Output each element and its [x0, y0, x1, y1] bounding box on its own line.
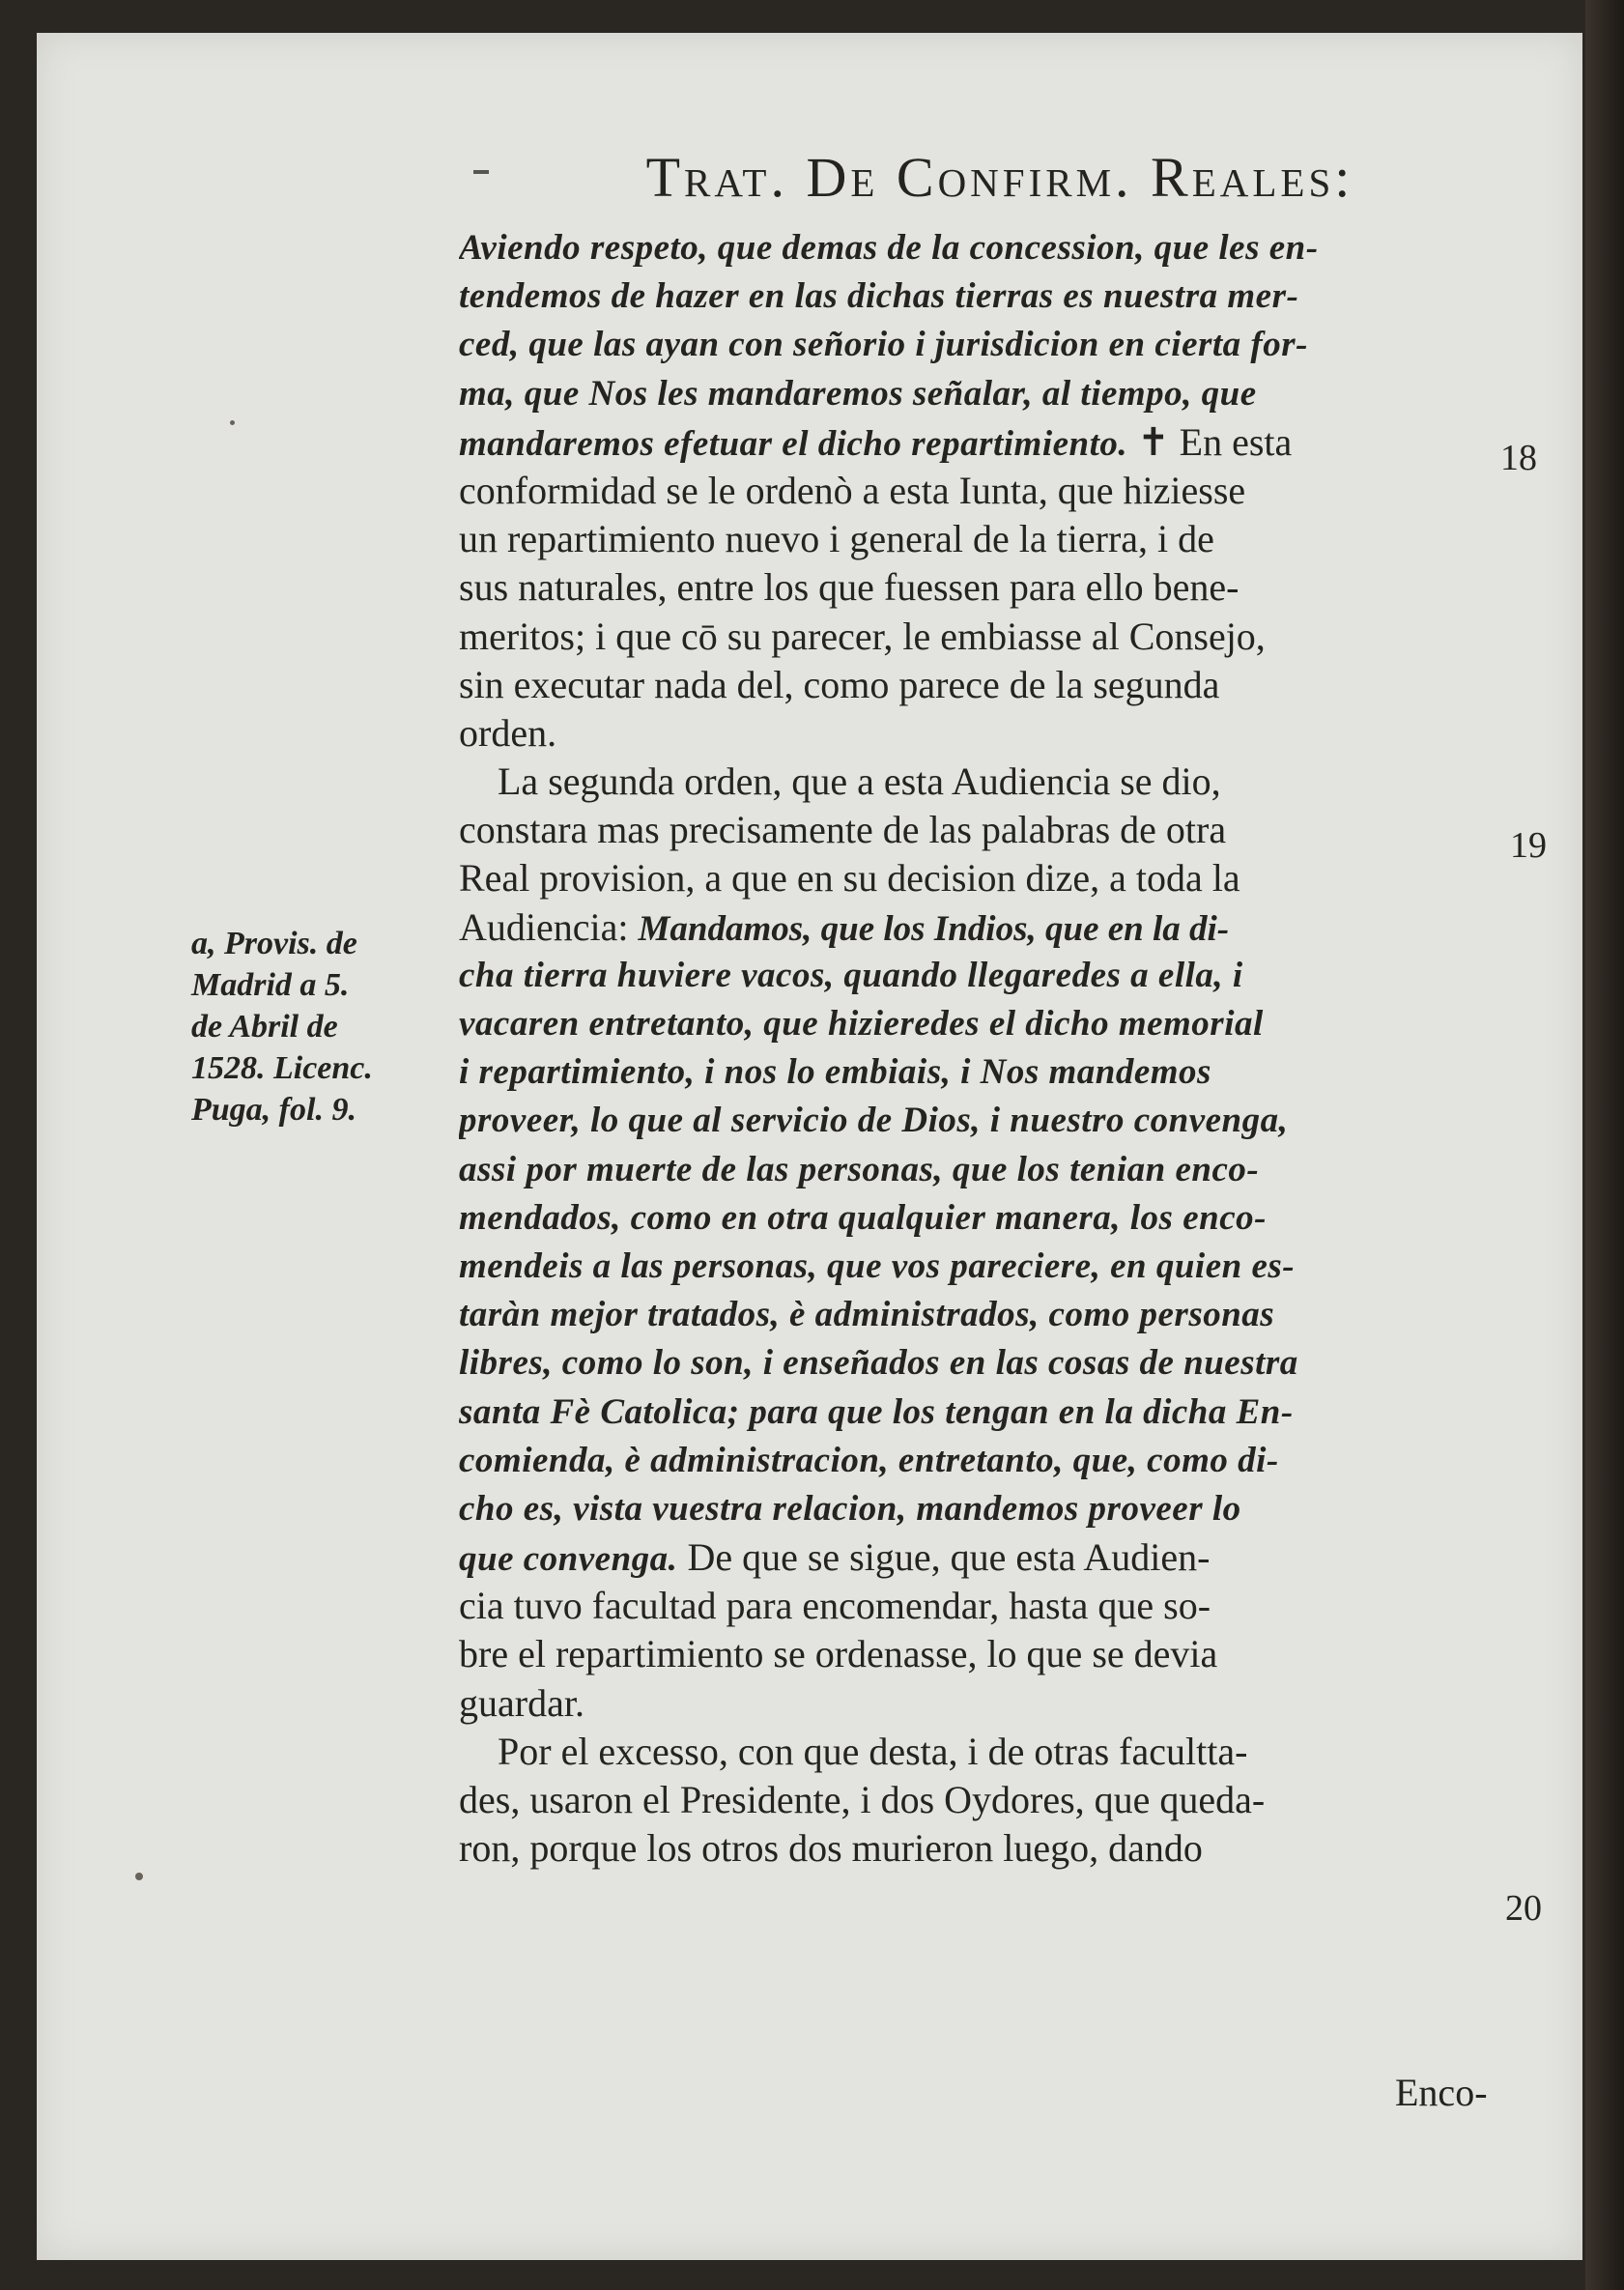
text-line — [459, 1097, 1522, 1145]
page-edge-shadow — [1585, 0, 1624, 2290]
text-line-main: guardar. — [459, 1680, 584, 1725]
ink-spot — [230, 420, 235, 425]
margin-note-line: de Abril de — [191, 1009, 338, 1045]
text-line-roman-part: ✝ En esta — [1127, 419, 1293, 464]
text-line-main: meritos; i que cō su parecer, le embiasse al Consejo, — [459, 614, 1266, 658]
text-line-main: La segunda orden, que a esta Audiencia se dio, — [498, 759, 1221, 804]
text-line-main: des, usaron el Presidente, i dos Oydores, que queda- — [459, 1778, 1266, 1821]
text-line — [459, 952, 1522, 1000]
text-line-main: vacaren entretanto, que hizieredes el dicho memorial — [459, 1004, 1264, 1044]
text-line-main: orden. — [459, 710, 557, 755]
text-line-main: Por el excesso, con que desta, i de otras facultta- — [498, 1729, 1248, 1773]
text-line-main: ron, porque los otros dos murieron luego, dando — [459, 1826, 1203, 1871]
text-line-main: comienda, è administracion, entretanto, que, como di- — [459, 1440, 1279, 1480]
text-line-main: mendeis a las personas, que vos pareciere, en quien es- — [459, 1245, 1296, 1286]
text-line — [459, 1291, 1522, 1339]
text-line — [459, 854, 1522, 902]
text-line-main: conformidad se le ordenò a esta Iunta, que hiziesse — [459, 468, 1246, 512]
text-line-main: ma, que Nos les mandaremos señalar, al tiempo, que — [459, 373, 1257, 414]
text-line — [459, 1339, 1522, 1388]
text-line — [459, 418, 1522, 467]
text-line-main: tendemos de hazer en las dichas tierras es nuestra mer- — [459, 276, 1299, 317]
text-line-main: cha tierra huviere vacos, quando llegaredes a ella, i — [459, 955, 1243, 995]
text-line — [459, 1437, 1522, 1485]
text-line — [459, 1048, 1522, 1097]
text-line-main: i repartimiento, i nos lo embiais, i Nos mandemos — [459, 1052, 1211, 1093]
text-line — [459, 515, 1522, 563]
text-line-main: cho es, vista vuestra relacion, mandemos proveer lo — [459, 1488, 1241, 1529]
text-line-main: sin executar nada del, como parece de la segunda — [459, 662, 1220, 706]
text-line-roman-part: De que se sigue, que esta Audien- — [677, 1535, 1211, 1580]
text-line-main: que convenga. — [459, 1539, 678, 1580]
text-line-main: libres, como lo son, i enseñados en las cosas de nuestra — [459, 1343, 1298, 1384]
text-line — [459, 661, 1522, 709]
body-text — [459, 224, 1522, 1873]
text-line — [459, 370, 1522, 418]
text-line-main: un repartimiento nuevo i general de la tierra, i de — [459, 517, 1214, 561]
text-line-main: sus naturales, entre los que fuessen para ello bene- — [459, 565, 1239, 610]
text-line-main: mendados, como en otra qualquier manera, los enco- — [459, 1197, 1267, 1238]
text-line — [459, 1824, 1522, 1873]
text-line-main: Aviendo respeto, que demas de la concession, que les en- — [459, 228, 1319, 268]
text-line-main: santa Fè Catolica; para que los tengan en la dicha En- — [459, 1391, 1294, 1432]
text-line-main: constara mas precisamente de las palabras de otra — [459, 808, 1227, 852]
text-line-italic-part: Mandamos, que los Indios, que en la di- — [638, 908, 1230, 949]
catchword: Enco- — [1395, 2071, 1488, 2114]
text-line — [459, 1679, 1522, 1728]
margin-note-line: Puga, fol. 9. — [191, 1092, 356, 1128]
text-line — [459, 1582, 1522, 1630]
text-line-main: ced, que las ayan con señorio i jurisdicion en cierta for- — [459, 325, 1308, 365]
running-header: Trat. De Confirm. Reales: — [645, 146, 1354, 209]
text-line — [459, 1728, 1522, 1776]
text-line-main: bre el repartimiento se ordenasse, lo que se devia — [459, 1632, 1218, 1676]
header-dash — [473, 170, 489, 174]
paragraph-number-20: 20 — [1505, 1888, 1542, 1929]
text-line — [459, 903, 1522, 952]
text-line — [459, 709, 1522, 758]
text-line-main: Real provision, a que en su decision dize, a toda la — [459, 856, 1240, 901]
text-line — [459, 1194, 1522, 1243]
text-line — [459, 758, 1522, 806]
text-line — [459, 1776, 1522, 1824]
margin-note-line: 1528. Licenc. — [191, 1050, 373, 1086]
margin-note-line: a, Provis. de — [191, 926, 357, 961]
text-line — [459, 563, 1522, 612]
ink-spot — [135, 1873, 143, 1880]
text-line-main: Audiencia: — [459, 904, 639, 949]
text-line — [459, 1243, 1522, 1291]
text-line — [459, 1533, 1522, 1582]
text-line-main: mandaremos efetuar el dicho repartimiento. — [459, 423, 1128, 464]
text-line — [459, 224, 1522, 272]
text-line — [459, 613, 1522, 661]
text-line — [459, 1146, 1522, 1194]
text-line — [459, 1485, 1522, 1533]
text-line-main: assi por muerte de las personas, que los tenian enco- — [459, 1149, 1260, 1189]
text-line — [459, 1630, 1522, 1678]
margin-note — [191, 923, 452, 1131]
paragraph-number-19: 19 — [1510, 825, 1547, 866]
paragraph-number-18: 18 — [1500, 438, 1537, 478]
text-line-main: cia tuvo facultad para encomendar, hasta que so- — [459, 1584, 1211, 1628]
text-line — [459, 1000, 1522, 1048]
text-line — [459, 467, 1522, 515]
text-line — [459, 272, 1522, 321]
text-line — [459, 806, 1522, 854]
text-line-main: taràn mejor tratados, è administrados, como personas — [459, 1295, 1275, 1335]
text-line — [459, 321, 1522, 369]
text-line — [459, 1388, 1522, 1437]
text-line-main: proveer, lo que al servicio de Dios, i nuestro convenga, — [459, 1101, 1289, 1141]
margin-note-line: Madrid a 5. — [191, 967, 350, 1003]
